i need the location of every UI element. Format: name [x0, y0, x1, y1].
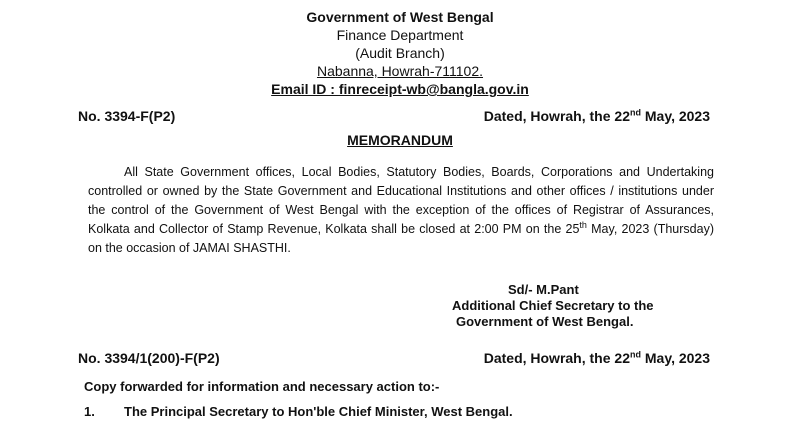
government-name: Government of West Bengal: [306, 9, 494, 25]
list-item-number: 1.: [84, 404, 95, 419]
forward-number: No. 3394/1(200)-F(P2): [78, 350, 220, 366]
email-id: Email ID : finreceipt-wb@bangla.gov.in: [271, 81, 529, 97]
list-item-text: The Principal Secretary to Hon'ble Chief Minister, West Bengal.: [124, 404, 513, 419]
branch-name: (Audit Branch): [355, 45, 445, 61]
signature-block: [452, 282, 712, 330]
department-name: Finance Department: [336, 27, 464, 43]
memo-number: No. 3394-F(P2): [78, 108, 176, 124]
memo-date: Dated, Howrah, the 22nd May, 2023: [483, 107, 710, 124]
memo-title: MEMORANDUM: [347, 132, 453, 148]
forward-date: Dated, Howrah, the 22nd May, 2023: [483, 349, 710, 366]
list-item: [84, 404, 513, 419]
signatory-name: Sd/- M.Pant: [508, 282, 579, 297]
copy-forwarded-text: Copy forwarded for information and necessary action to:-: [84, 379, 440, 394]
signatory-designation-2: Government of West Bengal.: [456, 314, 634, 329]
letterhead: [0, 8, 800, 98]
signatory-designation-1: Additional Chief Secretary to the: [452, 298, 654, 313]
memo-body: All State Government offices, Local Bodies, Statutory Bodies, Boards, Corporations and Undertaking controlled or owned by the State Government and Educational Institutions and other offices / institutions under the control of the Government of West Bengal with the exception of the offices of Registrar of Assurances, Kolkata and Collector of Stamp Revenue, Kolkata shall be closed at 2:00 PM on the 25th May, 2023 (Thursday) on the occasion of JAMAI SHASTHI.: [88, 165, 714, 255]
address: Nabanna, Howrah-711102.: [316, 63, 484, 79]
